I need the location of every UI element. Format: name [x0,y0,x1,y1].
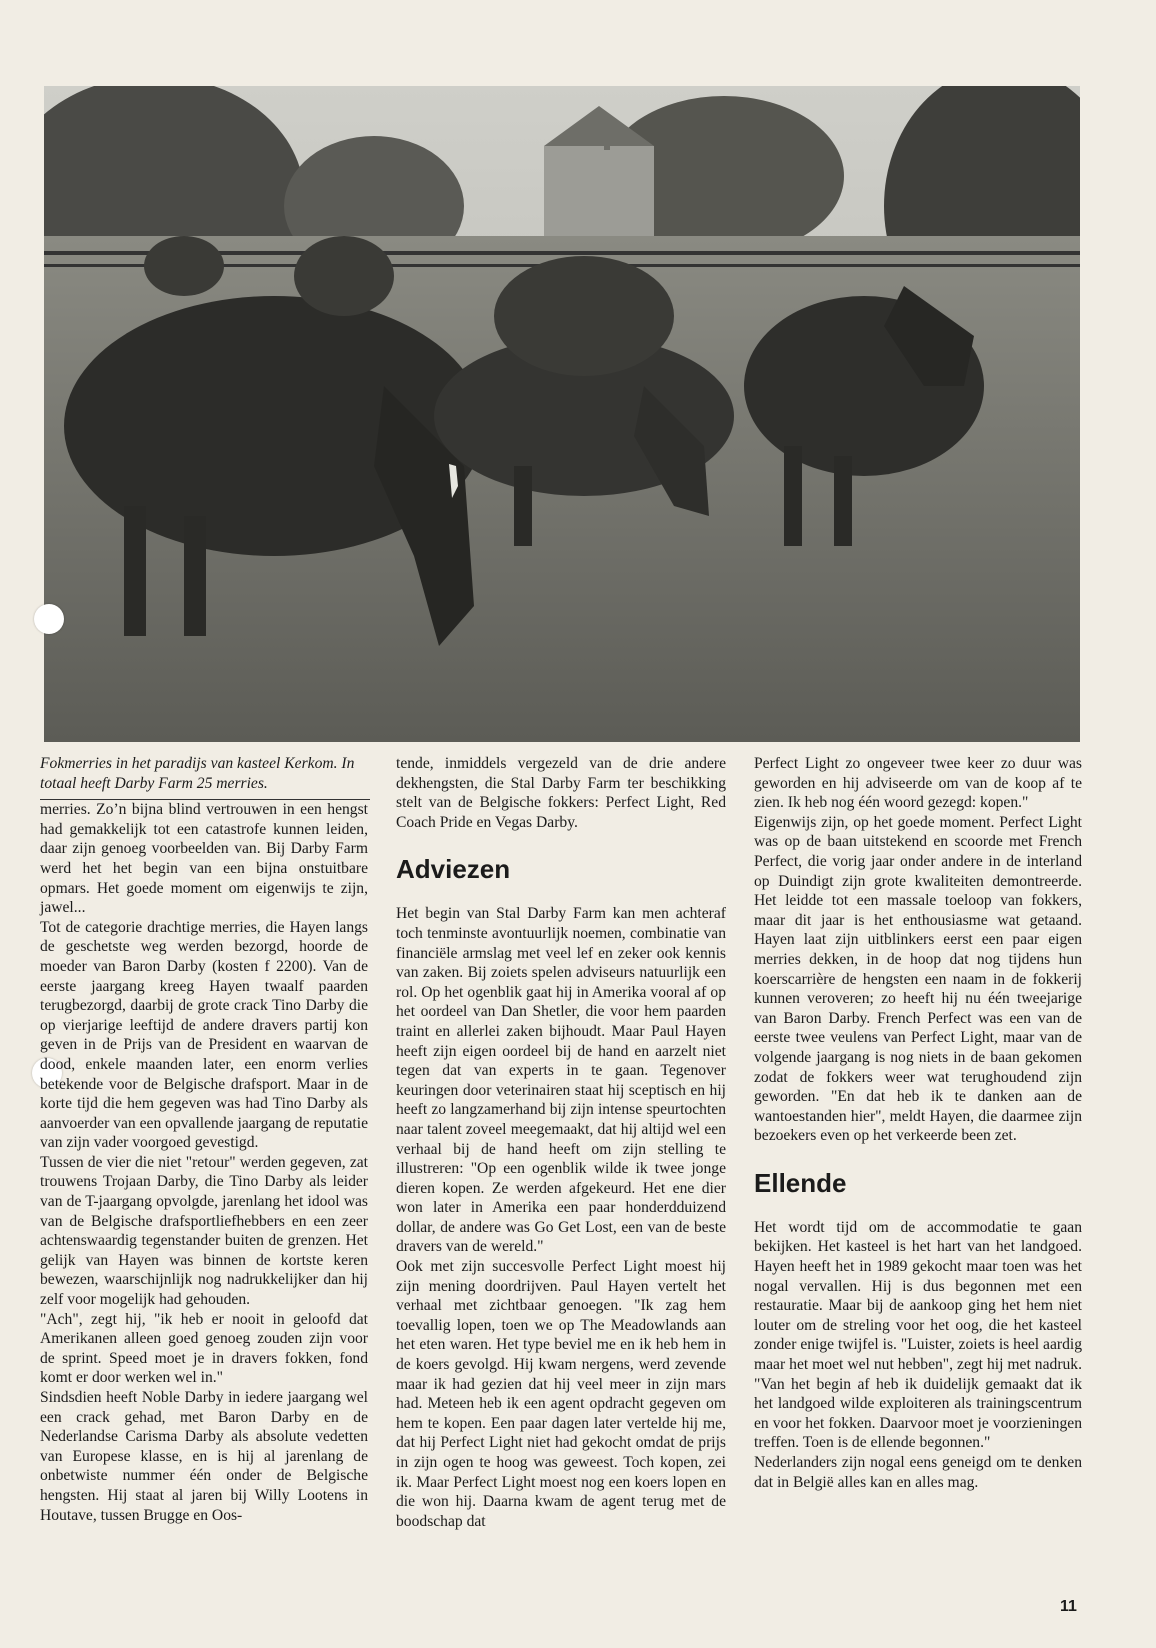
paragraph: tende, inmiddels vergezeld van de drie andere dekhengsten, die Stal Darby Farm ter beschikking stelt van de Belgische fokkers: Perfect Light, Red Coach Pride en Vegas Darby. [396,755,726,831]
photo-caption: Fokmerries in het paradijs van kasteel Kerkom. In totaal heeft Darby Farm 25 merries. [40,754,370,800]
column-2 [396,754,726,1531]
paragraph: Tot de categorie drachtige merries, die Hayen langs de geschetste weg werden bezorgd, hoorde de moeder van Baron Darby (kosten f 2200). Van de eerste jaargang kreeg Hayen twaalf paarden terugbezorgd, daarbij de grote crack Tino Darby die op vierjarige leeftijd de andere dravers partij kon geven in de Prijs van de President en waarvan de dood, enkele maanden later, een enorm verlies betekende voor de Belgische drafsport. Maar in de korte tijd die hem gegeven was had Tino Darby als aanvoerder van een opvallende jaargang de reputatie van zijn vader voorgoed gevestigd. [40,918,368,1152]
section-heading-ellende: Ellende [754,1167,847,1198]
punch-hole-top [34,604,64,634]
paragraph: merries. Zo’n bijna blind vertrouwen in een hengst had gemakkelijk tot een catastrofe kunnen leiden, daar zijn genoeg voorbeelden van. Bij Darby Farm werd het het begin van een bijna onstuitbare opmars. Het goede moment om eigenwijs te zijn, jawel... [40,801,368,917]
paragraph: Sindsdien heeft Noble Darby in iedere jaargang wel een crack gehad, met Baron Darby en de Nederlandse Carisma Darby als absolute vedetten van Europese klasse, en is hij al jarenlang de onbetwiste nummer één onder de Belgische hengsten. Hij staat al jaren bij Willy Lootens in Houtave, tussen Brugge en Oos- [40,1389,368,1524]
paragraph: Nederlanders zijn nogal eens geneigd om te denken dat in België alles kan en alles mag. [754,1454,1082,1491]
column-3 [754,754,1082,1492]
paragraph: "Ach", zegt hij, "ik heb er nooit in geloofd dat Amerikanen alleen goed genoeg zouden zijn voor de sprint. Speed moet je in dravers fokken, fond komt er door werken wel in." [40,1310,368,1387]
section-heading-adviezen: Adviezen [396,854,511,885]
paragraph: Het wordt tijd om de accommodatie te gaan bekijken. Het kasteel is het hart van het landgoed. Hayen heeft het in 1989 gekocht maar toen was het nogal vervallen. Hij is dus begonnen met een restauratie. Maar bij de aankoop ging het hem niet louter om de streling voor het oog, die het kasteel zonder enige twijfel is. "Luister, zoiets is heel aardig maar het moet wel nut hebben", zegt hij met nadruk. "Van het begin af heb ik duidelijk gemaakt dat ik het landgoed wilde exploiteren als trainingscentrum en voor het fokken. Daarvoor moet je voorzieningen treffen. Toen is de ellende begonnen." [754,1218,1082,1452]
column-1 [40,754,368,1525]
horses-photo [44,86,1080,742]
paragraph: Het begin van Stal Darby Farm kan men achteraf toch tenminste avontuurlijk noemen, combinatie van financiële armslag met veel lef en zeker ook kennis van zaken. Bij zoiets spelen adviseurs natuurlijk een rol. Op het ogenblik gaat hij in Amerika vooral af op het oordeel van Dan Shetler, die voor hem paarden traint en allerlei zaken bijhoudt. Maar Paul Hayen heeft zijn eigen oordeel bij de hand en aarzelt niet tegen dat van experts in te gaan. Tegenover keuringen door veterinairen staat hij sceptisch en hij heeft zo langzamerhand bij zijn intense speurtochten naar talent zoveel meegemaakt, dat hij altijd wel een verhaal bij de hand heeft om zijn stelling te illustreren: "Op een ogenblik wilde ik twee jonge dieren kopen. Ze werden afgekeurd. Het ene dier won later in Amerika een paar honderdduizend dollar, de andere was Go Get Lost, een van de beste dravers van de wereld." [396,905,726,1256]
paragraph: Tussen de vier die niet "retour" werden gegeven, zat trouwens Trojaan Darby, die Tino Darby als leider van de T-jaargang opvolgde, jarenlang het idool was van de Belgische drafsportliefhebbers en een zeer achtenswaardig tegenstander buiten de grenzen. Het gelijk van Hayen was binnen de kortste keren bewezen, waarschijnlijk nog nadrukkelijker dan hij zelf voor mogelijk had gehouden. [40,1153,368,1309]
paragraph: Perfect Light zo ongeveer twee keer zo duur was geworden en hij adviseerde om van de koop af te zien. Ik heb nog één woord gezegd: kopen." [754,755,1082,812]
paragraph: Ook met zijn succesvolle Perfect Light moest hij zijn mening doordrijven. Paul Hayen vertelt het verhaal met zichtbaar genoegen. "Ik zag hem toevallig lopen, toen we op The Meadowlands aan het eten waren. Het type beviel me en ik heb hem in de koers gevolgd. Hij kwam nergens, werd zevende maar ik had gezien dat hij veel meer in zijn mars had. Meteen heb ik een agent opdracht gegeven om hem te kopen. Een paar dagen later vertelde hij me, dat hij Perfect Light niet had gekocht omdat de prijs in zijn ogen te hoog was geweest. Toch kopen, zei ik. Maar Perfect Light moest nog een koers lopen en die won hij. Daarna kwam de agent terug met de boodschap dat [396,1258,726,1530]
page-number: 11 [1060,1598,1077,1615]
paragraph: Eigenwijs zijn, op het goede moment. Perfect Light was op de baan uitstekend en scoorde met French Perfect, die vorig jaar onder andere in de interland op Duindigt zijn grote kwaliteiten demontreerde. Het leidde tot een massale toeloop van fokkers, maar dit jaar is het enthousiasme wat getaand. Hayen laat zijn uitblinkers eerst een paar eigen merries dekken, in de hoop dat nog tijdens hun koerscarrière de hengsten een naam in de fokkerij kunnen veroveren; zo heeft hij nu één tweejarige van Baron Darby. French Perfect was een van de eerste twee veulens van Perfect Light, maar van de volgende jaargang is nog niets in de baan gekomen zodat de fokkers weer wat terughoudend zijn geworden. "En dat heb ik te danken aan de wantoestanden hier", meldt Hayen, die daarmee zijn bezoekers even op het verkeerde been zet. [754,813,1082,1145]
horses-castle-illustration [44,86,1080,742]
